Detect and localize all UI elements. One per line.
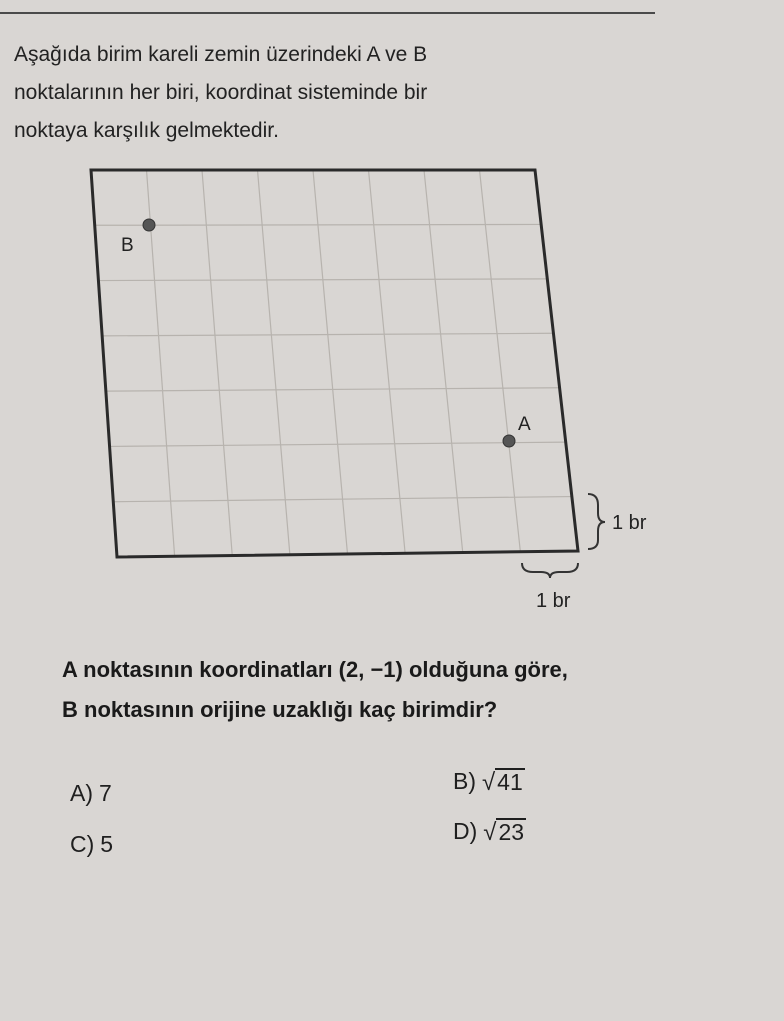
choice-b[interactable] <box>453 768 525 795</box>
choice-a-letter: A) <box>70 780 93 806</box>
radical-icon: √ <box>482 769 496 797</box>
intro-line: Aşağıda birim kareli zemin üzerindeki A ve B <box>14 43 428 66</box>
choice-b-letter: B) <box>453 768 476 795</box>
question-line: B noktasının orijine uzaklığı kaç birimdir? <box>62 697 498 722</box>
square-root <box>483 818 526 845</box>
grid-line-vertical <box>202 170 232 556</box>
point-a <box>503 435 515 447</box>
choice-d-letter: D) <box>453 818 478 845</box>
radical-icon: √ <box>483 819 497 847</box>
bottom-brace-icon <box>522 563 578 578</box>
intro-line: noktalarının her biri, koordinat sisteminde bir <box>14 81 428 104</box>
choice-c-value: 5 <box>100 831 114 857</box>
point-b-label: B <box>121 235 134 256</box>
grid-line-vertical <box>369 170 406 553</box>
choice-d-radicand: 23 <box>498 819 525 845</box>
choice-a-value: 7 <box>99 780 112 806</box>
choice-c[interactable] <box>70 831 113 858</box>
grid-line-vertical <box>424 170 463 553</box>
choice-d[interactable] <box>453 818 526 845</box>
choice-b-radicand: 41 <box>497 769 523 795</box>
question-line: A noktasının koordinatları (2, −1) olduğuna göre, <box>62 657 568 682</box>
unit-label-bottom: 1 br <box>536 590 571 612</box>
grid-line-vertical <box>258 170 290 555</box>
point-b <box>143 219 155 231</box>
intro-line: noktaya karşılık gelmektedir. <box>14 119 279 142</box>
right-brace-icon <box>588 494 605 549</box>
grid-line-horizontal <box>98 279 547 281</box>
grid-line-horizontal <box>95 224 541 225</box>
grid-line-vertical <box>480 170 521 552</box>
grid-line-vertical <box>313 170 348 554</box>
point-a-label: A <box>518 414 531 435</box>
grid-lines <box>95 170 572 556</box>
choice-a[interactable] <box>70 780 112 807</box>
choice-c-letter: C) <box>70 831 95 857</box>
square-root <box>482 768 525 795</box>
question-text <box>62 650 568 730</box>
unit-label-right: 1 br <box>612 512 647 534</box>
